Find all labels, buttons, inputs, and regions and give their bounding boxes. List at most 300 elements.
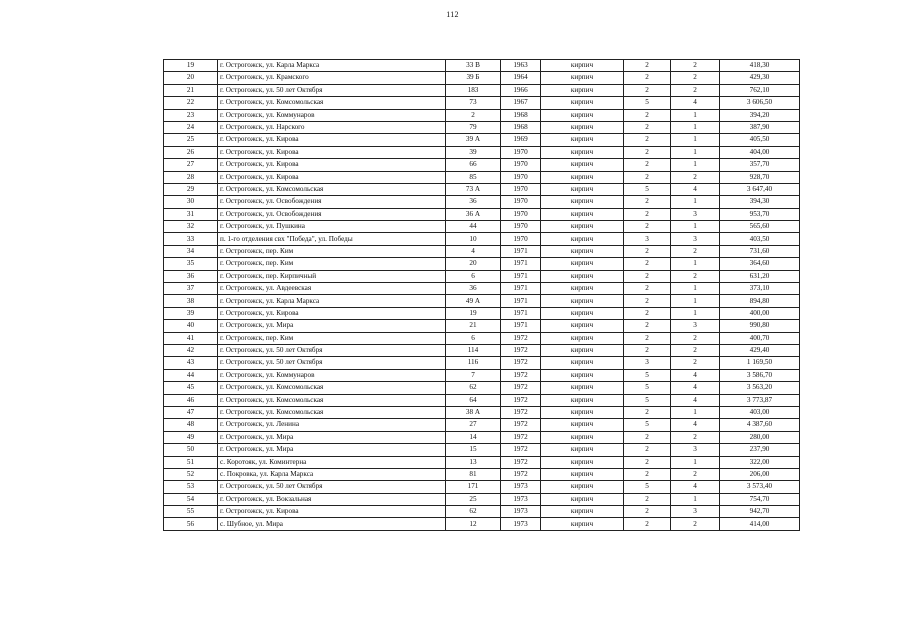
entrances-cell: 1 <box>671 307 720 319</box>
table-row <box>164 221 800 233</box>
entrances-cell: 4 <box>671 97 720 109</box>
material-cell: кирпич <box>541 468 624 480</box>
material-cell: кирпич <box>541 183 624 195</box>
area-cell: 387,90 <box>720 121 800 133</box>
area-cell: 403,00 <box>720 406 800 418</box>
table-row <box>164 394 800 406</box>
house-number-cell: 12 <box>446 518 501 530</box>
address-cell: г. Острогожск, ул. Кирова <box>218 307 446 319</box>
area-cell: 394,30 <box>720 196 800 208</box>
row-number-cell: 19 <box>164 60 218 72</box>
entrances-cell: 2 <box>671 171 720 183</box>
entrances-cell: 1 <box>671 196 720 208</box>
year-cell: 1972 <box>501 394 541 406</box>
table-row <box>164 406 800 418</box>
house-number-cell: 39 Б <box>446 72 501 84</box>
year-cell: 1971 <box>501 295 541 307</box>
address-cell: г. Острогожск, ул. Авдеевская <box>218 283 446 295</box>
floors-cell: 2 <box>624 332 671 344</box>
row-number-cell: 40 <box>164 320 218 332</box>
year-cell: 1972 <box>501 344 541 356</box>
material-cell: кирпич <box>541 493 624 505</box>
table-row <box>164 258 800 270</box>
page-number: 112 <box>446 10 459 19</box>
table-row <box>164 320 800 332</box>
floors-cell: 2 <box>624 221 671 233</box>
address-cell: г. Острогожск, ул. Комсомольская <box>218 406 446 418</box>
material-cell: кирпич <box>541 60 624 72</box>
year-cell: 1971 <box>501 245 541 257</box>
floors-cell: 2 <box>624 518 671 530</box>
house-number-cell: 4 <box>446 245 501 257</box>
area-cell: 894,80 <box>720 295 800 307</box>
material-cell: кирпич <box>541 159 624 171</box>
house-number-cell: 73 <box>446 97 501 109</box>
table-row <box>164 332 800 344</box>
address-cell: г. Острогожск, ул. Освобождения <box>218 196 446 208</box>
housing-registry-table <box>163 59 800 531</box>
address-cell: г. Острогожск, ул. Кирова <box>218 171 446 183</box>
house-number-cell: 36 А <box>446 208 501 220</box>
entrances-cell: 2 <box>671 245 720 257</box>
table-row <box>164 419 800 431</box>
entrances-cell: 4 <box>671 382 720 394</box>
entrances-cell: 4 <box>671 481 720 493</box>
year-cell: 1972 <box>501 406 541 418</box>
area-cell: 429,30 <box>720 72 800 84</box>
entrances-cell: 2 <box>671 431 720 443</box>
floors-cell: 3 <box>624 233 671 245</box>
house-number-cell: 6 <box>446 270 501 282</box>
entrances-cell: 2 <box>671 357 720 369</box>
year-cell: 1971 <box>501 307 541 319</box>
area-cell: 3 773,87 <box>720 394 800 406</box>
address-cell: г. Острогожск, ул. Кирова <box>218 159 446 171</box>
entrances-cell: 3 <box>671 320 720 332</box>
year-cell: 1973 <box>501 506 541 518</box>
entrances-cell: 4 <box>671 419 720 431</box>
material-cell: кирпич <box>541 171 624 183</box>
address-cell: г. Острогожск, ул. Освобождения <box>218 208 446 220</box>
table-row <box>164 97 800 109</box>
material-cell: кирпич <box>541 456 624 468</box>
house-number-cell: 25 <box>446 493 501 505</box>
address-cell: г. Острогожск, ул. 50 лет Октября <box>218 344 446 356</box>
house-number-cell: 19 <box>446 307 501 319</box>
year-cell: 1966 <box>501 84 541 96</box>
area-cell: 364,60 <box>720 258 800 270</box>
material-cell: кирпич <box>541 109 624 121</box>
entrances-cell: 1 <box>671 134 720 146</box>
material-cell: кирпич <box>541 270 624 282</box>
address-cell: г. Острогожск, пер. Кирпичный <box>218 270 446 282</box>
row-number-cell: 31 <box>164 208 218 220</box>
floors-cell: 2 <box>624 506 671 518</box>
row-number-cell: 53 <box>164 481 218 493</box>
house-number-cell: 36 <box>446 283 501 295</box>
row-number-cell: 43 <box>164 357 218 369</box>
year-cell: 1969 <box>501 134 541 146</box>
area-cell: 754,70 <box>720 493 800 505</box>
table-row <box>164 134 800 146</box>
floors-cell: 2 <box>624 406 671 418</box>
area-cell: 414,00 <box>720 518 800 530</box>
house-number-cell: 13 <box>446 456 501 468</box>
address-cell: г. Острогожск, ул. Карла Маркса <box>218 60 446 72</box>
floors-cell: 5 <box>624 382 671 394</box>
row-number-cell: 47 <box>164 406 218 418</box>
row-number-cell: 54 <box>164 493 218 505</box>
year-cell: 1972 <box>501 369 541 381</box>
material-cell: кирпич <box>541 233 624 245</box>
row-number-cell: 39 <box>164 307 218 319</box>
material-cell: кирпич <box>541 295 624 307</box>
year-cell: 1973 <box>501 481 541 493</box>
floors-cell: 2 <box>624 208 671 220</box>
entrances-cell: 4 <box>671 183 720 195</box>
row-number-cell: 20 <box>164 72 218 84</box>
address-cell: г. Острогожск, пер. Ким <box>218 332 446 344</box>
area-cell: 404,00 <box>720 146 800 158</box>
address-cell: г. Острогожск, ул. Нарского <box>218 121 446 133</box>
table-row <box>164 431 800 443</box>
entrances-cell: 2 <box>671 468 720 480</box>
year-cell: 1973 <box>501 493 541 505</box>
house-number-cell: 27 <box>446 419 501 431</box>
row-number-cell: 22 <box>164 97 218 109</box>
material-cell: кирпич <box>541 72 624 84</box>
house-number-cell: 44 <box>446 221 501 233</box>
year-cell: 1970 <box>501 159 541 171</box>
house-number-cell: 79 <box>446 121 501 133</box>
area-cell: 631,20 <box>720 270 800 282</box>
year-cell: 1970 <box>501 171 541 183</box>
entrances-cell: 2 <box>671 518 720 530</box>
house-number-cell: 6 <box>446 332 501 344</box>
floors-cell: 2 <box>624 134 671 146</box>
house-number-cell: 7 <box>446 369 501 381</box>
row-number-cell: 27 <box>164 159 218 171</box>
row-number-cell: 37 <box>164 283 218 295</box>
entrances-cell: 3 <box>671 506 720 518</box>
year-cell: 1971 <box>501 320 541 332</box>
address-cell: г. Острогожск, ул. 50 лет Октября <box>218 84 446 96</box>
house-number-cell: 10 <box>446 233 501 245</box>
area-cell: 206,00 <box>720 468 800 480</box>
floors-cell: 5 <box>624 394 671 406</box>
floors-cell: 2 <box>624 493 671 505</box>
row-number-cell: 26 <box>164 146 218 158</box>
table-row <box>164 121 800 133</box>
table-row <box>164 382 800 394</box>
address-cell: п. 1-го отделения свх "Победа", ул. Победы <box>218 233 446 245</box>
floors-cell: 2 <box>624 270 671 282</box>
area-cell: 429,40 <box>720 344 800 356</box>
material-cell: кирпич <box>541 121 624 133</box>
house-number-cell: 81 <box>446 468 501 480</box>
area-cell: 405,50 <box>720 134 800 146</box>
material-cell: кирпич <box>541 406 624 418</box>
address-cell: г. Острогожск, ул. 50 лет Октября <box>218 357 446 369</box>
area-cell: 1 169,50 <box>720 357 800 369</box>
row-number-cell: 51 <box>164 456 218 468</box>
row-number-cell: 48 <box>164 419 218 431</box>
table-row <box>164 171 800 183</box>
table-row <box>164 208 800 220</box>
area-cell: 400,00 <box>720 307 800 319</box>
row-number-cell: 46 <box>164 394 218 406</box>
floors-cell: 5 <box>624 369 671 381</box>
table-row <box>164 357 800 369</box>
address-cell: г. Острогожск, ул. Комсомольская <box>218 382 446 394</box>
table-row <box>164 456 800 468</box>
table-row <box>164 245 800 257</box>
material-cell: кирпич <box>541 369 624 381</box>
floors-cell: 5 <box>624 97 671 109</box>
floors-cell: 2 <box>624 444 671 456</box>
address-cell: с. Шубное, ул. Мира <box>218 518 446 530</box>
floors-cell: 2 <box>624 468 671 480</box>
year-cell: 1972 <box>501 468 541 480</box>
floors-cell: 2 <box>624 283 671 295</box>
entrances-cell: 2 <box>671 60 720 72</box>
year-cell: 1968 <box>501 121 541 133</box>
address-cell: с. Коротояк, ул. Коминтерна <box>218 456 446 468</box>
floors-cell: 2 <box>624 109 671 121</box>
floors-cell: 2 <box>624 159 671 171</box>
floors-cell: 2 <box>624 146 671 158</box>
area-cell: 357,70 <box>720 159 800 171</box>
floors-cell: 2 <box>624 258 671 270</box>
material-cell: кирпич <box>541 307 624 319</box>
address-cell: г. Острогожск, ул. Коммунаров <box>218 369 446 381</box>
address-cell: г. Острогожск, ул. Комсомольская <box>218 394 446 406</box>
table-row <box>164 283 800 295</box>
floors-cell: 2 <box>624 72 671 84</box>
row-number-cell: 52 <box>164 468 218 480</box>
entrances-cell: 2 <box>671 344 720 356</box>
row-number-cell: 41 <box>164 332 218 344</box>
area-cell: 3 573,40 <box>720 481 800 493</box>
entrances-cell: 4 <box>671 394 720 406</box>
entrances-cell: 1 <box>671 159 720 171</box>
table-row <box>164 369 800 381</box>
area-cell: 928,70 <box>720 171 800 183</box>
floors-cell: 3 <box>624 357 671 369</box>
house-number-cell: 62 <box>446 382 501 394</box>
entrances-cell: 1 <box>671 121 720 133</box>
table-body <box>164 60 800 531</box>
year-cell: 1971 <box>501 270 541 282</box>
year-cell: 1973 <box>501 518 541 530</box>
table-row <box>164 295 800 307</box>
house-number-cell: 39 А <box>446 134 501 146</box>
area-cell: 3 563,20 <box>720 382 800 394</box>
row-number-cell: 38 <box>164 295 218 307</box>
year-cell: 1968 <box>501 109 541 121</box>
floors-cell: 2 <box>624 344 671 356</box>
table-row <box>164 146 800 158</box>
entrances-cell: 2 <box>671 72 720 84</box>
entrances-cell: 1 <box>671 258 720 270</box>
year-cell: 1964 <box>501 72 541 84</box>
row-number-cell: 50 <box>164 444 218 456</box>
row-number-cell: 33 <box>164 233 218 245</box>
row-number-cell: 21 <box>164 84 218 96</box>
address-cell: г. Острогожск, ул. Пушкина <box>218 221 446 233</box>
row-number-cell: 23 <box>164 109 218 121</box>
address-cell: с. Покровка, ул. Карла Маркса <box>218 468 446 480</box>
material-cell: кирпич <box>541 196 624 208</box>
entrances-cell: 4 <box>671 369 720 381</box>
year-cell: 1963 <box>501 60 541 72</box>
year-cell: 1972 <box>501 456 541 468</box>
house-number-cell: 49 А <box>446 295 501 307</box>
table-row <box>164 518 800 530</box>
material-cell: кирпич <box>541 134 624 146</box>
material-cell: кирпич <box>541 444 624 456</box>
material-cell: кирпич <box>541 84 624 96</box>
row-number-cell: 29 <box>164 183 218 195</box>
year-cell: 1971 <box>501 258 541 270</box>
entrances-cell: 1 <box>671 295 720 307</box>
table-row <box>164 109 800 121</box>
material-cell: кирпич <box>541 382 624 394</box>
table-row <box>164 233 800 245</box>
area-cell: 565,60 <box>720 221 800 233</box>
house-number-cell: 116 <box>446 357 501 369</box>
table-row <box>164 468 800 480</box>
house-number-cell: 64 <box>446 394 501 406</box>
year-cell: 1972 <box>501 431 541 443</box>
year-cell: 1972 <box>501 382 541 394</box>
address-cell: г. Острогожск, ул. Мира <box>218 444 446 456</box>
house-number-cell: 183 <box>446 84 501 96</box>
table-row <box>164 444 800 456</box>
address-cell: г. Острогожск, пер. Ким <box>218 245 446 257</box>
house-number-cell: 2 <box>446 109 501 121</box>
address-cell: г. Острогожск, ул. Коммунаров <box>218 109 446 121</box>
area-cell: 418,30 <box>720 60 800 72</box>
year-cell: 1972 <box>501 357 541 369</box>
row-number-cell: 55 <box>164 506 218 518</box>
entrances-cell: 2 <box>671 332 720 344</box>
row-number-cell: 56 <box>164 518 218 530</box>
table-row <box>164 84 800 96</box>
house-number-cell: 15 <box>446 444 501 456</box>
area-cell: 3 606,50 <box>720 97 800 109</box>
entrances-cell: 1 <box>671 456 720 468</box>
area-cell: 400,70 <box>720 332 800 344</box>
row-number-cell: 25 <box>164 134 218 146</box>
house-number-cell: 20 <box>446 258 501 270</box>
area-cell: 373,10 <box>720 283 800 295</box>
row-number-cell: 32 <box>164 221 218 233</box>
floors-cell: 2 <box>624 245 671 257</box>
house-number-cell: 85 <box>446 171 501 183</box>
area-cell: 237,90 <box>720 444 800 456</box>
material-cell: кирпич <box>541 506 624 518</box>
material-cell: кирпич <box>541 245 624 257</box>
entrances-cell: 1 <box>671 283 720 295</box>
address-cell: г. Острогожск, ул. Ленина <box>218 419 446 431</box>
house-number-cell: 21 <box>446 320 501 332</box>
row-number-cell: 30 <box>164 196 218 208</box>
material-cell: кирпич <box>541 146 624 158</box>
area-cell: 990,80 <box>720 320 800 332</box>
year-cell: 1972 <box>501 444 541 456</box>
floors-cell: 5 <box>624 419 671 431</box>
area-cell: 394,20 <box>720 109 800 121</box>
area-cell: 4 387,60 <box>720 419 800 431</box>
material-cell: кирпич <box>541 258 624 270</box>
house-number-cell: 39 <box>446 146 501 158</box>
year-cell: 1970 <box>501 233 541 245</box>
entrances-cell: 3 <box>671 208 720 220</box>
address-cell: г. Острогожск, ул. Комсомольская <box>218 183 446 195</box>
house-number-cell: 73 А <box>446 183 501 195</box>
address-cell: г. Острогожск, ул. Комсомольская <box>218 97 446 109</box>
table-row <box>164 493 800 505</box>
area-cell: 322,00 <box>720 456 800 468</box>
address-cell: г. Острогожск, ул. Крамского <box>218 72 446 84</box>
entrances-cell: 1 <box>671 221 720 233</box>
table-row <box>164 196 800 208</box>
area-cell: 953,70 <box>720 208 800 220</box>
material-cell: кирпич <box>541 221 624 233</box>
table-row <box>164 481 800 493</box>
material-cell: кирпич <box>541 518 624 530</box>
address-cell: г. Острогожск, ул. Карла Маркса <box>218 295 446 307</box>
material-cell: кирпич <box>541 332 624 344</box>
address-cell: г. Острогожск, пер. Ким <box>218 258 446 270</box>
area-cell: 731,60 <box>720 245 800 257</box>
material-cell: кирпич <box>541 97 624 109</box>
row-number-cell: 28 <box>164 171 218 183</box>
row-number-cell: 24 <box>164 121 218 133</box>
row-number-cell: 49 <box>164 431 218 443</box>
house-number-cell: 36 <box>446 196 501 208</box>
row-number-cell: 35 <box>164 258 218 270</box>
floors-cell: 2 <box>624 295 671 307</box>
floors-cell: 2 <box>624 121 671 133</box>
material-cell: кирпич <box>541 320 624 332</box>
material-cell: кирпич <box>541 208 624 220</box>
material-cell: кирпич <box>541 419 624 431</box>
year-cell: 1971 <box>501 283 541 295</box>
area-cell: 403,50 <box>720 233 800 245</box>
table-row <box>164 159 800 171</box>
floors-cell: 2 <box>624 456 671 468</box>
floors-cell: 2 <box>624 60 671 72</box>
area-cell: 3 647,40 <box>720 183 800 195</box>
address-cell: г. Острогожск, ул. Кирова <box>218 146 446 158</box>
year-cell: 1970 <box>501 221 541 233</box>
house-number-cell: 66 <box>446 159 501 171</box>
area-cell: 3 586,70 <box>720 369 800 381</box>
floors-cell: 5 <box>624 481 671 493</box>
address-cell: г. Острогожск, ул. Вокзальная <box>218 493 446 505</box>
year-cell: 1972 <box>501 419 541 431</box>
floors-cell: 2 <box>624 320 671 332</box>
entrances-cell: 3 <box>671 444 720 456</box>
area-cell: 942,70 <box>720 506 800 518</box>
table-row <box>164 270 800 282</box>
entrances-cell: 1 <box>671 493 720 505</box>
address-cell: г. Острогожск, ул. Мира <box>218 320 446 332</box>
table-row <box>164 506 800 518</box>
material-cell: кирпич <box>541 394 624 406</box>
